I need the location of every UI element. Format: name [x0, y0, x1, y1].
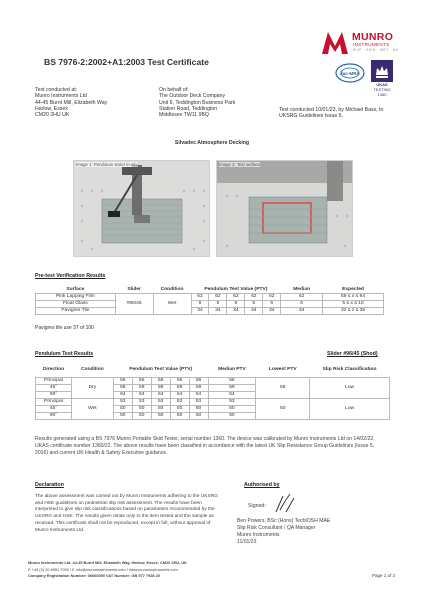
ptv-cell: 56 [151, 377, 170, 384]
authoriser-line: 11/01/23 [237, 538, 257, 545]
pretest-heading: Pre-test Verification Results [35, 273, 106, 279]
table-row [36, 377, 390, 384]
ptv-cell: 59 [170, 384, 189, 391]
munro-logo-icon [320, 28, 350, 56]
authoriser-line: Munro Instruments [237, 531, 280, 538]
median-cell: 53 [208, 398, 256, 405]
column-header: Pendulum Test Value (PTV) [204, 287, 268, 292]
column-header: Surface [66, 287, 85, 292]
footer-line: Company Registration Number: 06666050 VAT Number: GB 977 7928 20 [28, 573, 160, 578]
ptv-cell: 6 [209, 301, 227, 308]
median-cell: 56 [208, 377, 256, 384]
ilac-label: ilac-MRA [340, 71, 360, 76]
on-behalf-line: Station Road, Teddington [159, 105, 218, 112]
conducted-note: Test conducted 10/01/23, by Michael Bass, to UKSRG Guidelines Issue 5. [279, 107, 384, 120]
column-header: Condition [80, 366, 104, 372]
direction-cell: 45˚ [36, 405, 72, 412]
ptv-cell: 34 [227, 308, 245, 315]
conducted-at-line: Harlow, Essex [35, 105, 68, 112]
ptv-cell: 59 [132, 384, 151, 391]
footer-line: P +44 (0) 20 8551 7000 / E info@munroinstruments.com / www.munroinstruments.com [28, 566, 178, 572]
ptv-cell: 62 [209, 294, 227, 301]
ptv-cell: 64 [132, 391, 151, 398]
median-cell: 59 [208, 384, 256, 391]
median-cell: 50 [208, 412, 256, 419]
ptv-cell: 6 [245, 301, 263, 308]
ptv-cell: 59 [189, 384, 208, 391]
page-number: Page 1 of 2 [372, 573, 396, 578]
ptv-cell: 50 [132, 412, 151, 419]
logo-tag: SLIP · SKID · WET · UK [353, 48, 399, 52]
declaration-text: The above assessment was carried out by Munro Instruments adhering to the UKSRG and HSE guidelines on pedestrian slip risk assessment. The results have been interpreted to give slip risk classifications based on parameters recommended by the UKSRG and HSE. The results given relate only to the item tested and the sample as received. This certificate shall not be reproduced, except in full, without approval of Munro Instruments Ltd. [35, 494, 218, 533]
on-behalf-block [159, 87, 235, 118]
ptv-cell: 50 [151, 412, 170, 419]
surface-cell: Pavigres Tile [36, 308, 116, 315]
ptv-cell: 62 [263, 294, 281, 301]
median-cell: 6 [281, 301, 323, 308]
on-behalf-line: Middlesex TW11 9BQ [159, 112, 209, 119]
median-cell: 50 [208, 405, 256, 412]
pavigres-note: Pavigres tile use 37 of 100 [35, 325, 94, 331]
ptv-cell: 50 [170, 412, 189, 419]
ilac-mra-logo [334, 62, 366, 84]
ukas-crown-icon [371, 60, 393, 82]
ptv-cell: 34 [209, 308, 227, 315]
logo-sub: INSTRUMENTS [353, 42, 390, 47]
authoriser-line: Slip Risk Consultant / QA Manager [237, 524, 316, 531]
on-behalf-label: On behalf of: [159, 87, 189, 93]
direction-cell: Principal [36, 377, 72, 384]
authorised-heading: Authorised by [244, 482, 280, 488]
ptv-cell: 56 [132, 377, 151, 384]
ukas-logo [369, 60, 395, 97]
ptv-cell: 56 [113, 377, 132, 384]
ptv-cell: 50 [189, 412, 208, 419]
expected-cell: 59 ≤ x ≤ 64 [323, 294, 384, 301]
ptv-cell: 58 [113, 384, 132, 391]
ptv-cell: 53 [151, 398, 170, 405]
column-header: Slip Risk Classification [322, 366, 377, 372]
ptv-cell: 62 [191, 294, 209, 301]
surface-cell: Float Glass [36, 301, 116, 308]
authoriser-line: Ben Powers, BSc (Hons) TechIOSH MAE [237, 518, 331, 524]
photo-caption: Image 2: Test surface [219, 162, 261, 167]
photo-pendulum-tester [73, 160, 210, 257]
ptv-cell: 50 [132, 405, 151, 412]
ptv-cell: 34 [263, 308, 281, 315]
ptv-cell: 50 [170, 405, 189, 412]
ukas-label: UKAS [376, 82, 388, 87]
ptv-cell: 62 [227, 294, 245, 301]
column-header: Median [293, 287, 311, 292]
pendulum-table [35, 363, 390, 420]
ptv-cell: 59 [151, 384, 170, 391]
ptv-cell: 34 [191, 308, 209, 315]
risk-cell: Low [310, 377, 390, 398]
on-behalf-line: Unit 6, Teddington Business Park [159, 99, 236, 106]
table-row [36, 301, 384, 308]
ptv-cell: 6 [263, 301, 281, 308]
conducted-at-block [35, 87, 107, 118]
ptv-cell: 64 [189, 391, 208, 398]
condition-cell: Wet [71, 398, 113, 419]
conducted-at-line: 44-45 Burnt Mill, Elizabeth Way [35, 99, 108, 106]
lowest-cell: 56 [256, 377, 310, 398]
table-header-row [36, 363, 390, 377]
ptv-cell: 53 [170, 398, 189, 405]
page-title: BS 7976-2:2002+A1:2003 Test Certificate [44, 57, 209, 67]
ukas-sub: TESTING [373, 87, 391, 92]
authoriser-block [237, 518, 330, 546]
conducted-at-line: CM20 2HU UK [35, 112, 70, 119]
ptv-cell: 53 [189, 398, 208, 405]
product-name: Silvadec Atmosphere Decking [174, 140, 250, 146]
ptv-cell: 53 [113, 398, 132, 405]
column-header: Pendulum Test Value (PTV) [129, 366, 193, 372]
ptv-cell: 34 [245, 308, 263, 315]
median-cell: 64 [208, 391, 256, 398]
logo-word: MUNRO [352, 31, 394, 43]
table-row [36, 398, 390, 405]
declaration-heading: Declaration [35, 482, 64, 488]
column-header: Condition [160, 287, 184, 292]
condition-cell: Wet [153, 294, 191, 315]
column-header: Lowest PTV [268, 366, 297, 372]
ptv-cell: 6 [227, 301, 245, 308]
expected-cell: 32 ≤ z ≤ 36 [323, 308, 384, 315]
pendulum-heading: Pendulum Test Results [35, 351, 94, 357]
on-behalf-line: The Outdoor Deck Company [159, 93, 226, 100]
conducted-at-label: Test conducted at: [35, 87, 78, 93]
ptv-cell: 56 [170, 377, 189, 384]
photo-caption: Image 1: Pendulum tester in-situ [76, 162, 138, 167]
risk-cell: Low [310, 398, 390, 419]
ptv-cell: 50 [151, 405, 170, 412]
ptv-cell: 64 [151, 391, 170, 398]
footer [28, 560, 187, 580]
direction-cell: 90˚ [36, 391, 72, 398]
ptv-cell: 64 [113, 391, 132, 398]
ptv-cell: 56 [189, 377, 208, 384]
condition-cell: Dry [71, 377, 113, 398]
munro-logo [320, 28, 410, 58]
ptv-cell: 53 [132, 398, 151, 405]
column-header: Expected [342, 287, 364, 292]
ptv-cell: 64 [170, 391, 189, 398]
photo-test-surface [216, 160, 353, 257]
column-header: Direction [42, 366, 65, 372]
lowest-cell: 50 [256, 398, 310, 419]
column-header: Median PTV [218, 366, 246, 372]
ptv-cell: 50 [113, 412, 132, 419]
signed-label: Signed: [248, 503, 266, 509]
surface-cell: Pink Lapping Film [36, 294, 116, 301]
ptv-cell: 50 [189, 405, 208, 412]
direction-cell: 45˚ [36, 384, 72, 391]
column-header: Slider [127, 287, 141, 292]
expected-cell: 5 ≤ x ≤ 10 [323, 301, 384, 308]
ukas-number: 1360 [377, 92, 387, 97]
direction-cell: Principal [36, 398, 72, 405]
median-cell: 34 [281, 308, 323, 315]
table-row [36, 308, 384, 315]
conducted-at-line: Munro Instruments Ltd [35, 93, 87, 100]
pretest-table [35, 287, 384, 315]
table-row [36, 294, 384, 301]
slider-cell: #96/45 [115, 294, 153, 315]
direction-cell: 90˚ [36, 412, 72, 419]
ptv-cell: 50 [113, 405, 132, 412]
footer-line: Munro Instruments Ltd. 44-45 Burnt Mill, Elizabeth Way, Harlow, Essex, CM20 2HU, UK [28, 560, 187, 565]
ptv-cell: 62 [245, 294, 263, 301]
slider-note: Slider #96/45 (Shod) [327, 351, 378, 357]
results-paragraph: Results generated using a BS 7976 Munro Portable Skid Tester, serial number 1360. The device was calibrated by Munro Instruments Ltd on 14/02/22, UKAS certificate number 1360/22. The above results have been classified in accordance with the latest UK Slip Resistance Group Guidelines (Issue 5, 2016) and current UK Health & Safety Executive guidance. [35, 436, 375, 456]
signature-image [270, 490, 300, 516]
ptv-cell: 6 [191, 301, 209, 308]
median-cell: 62 [281, 294, 323, 301]
